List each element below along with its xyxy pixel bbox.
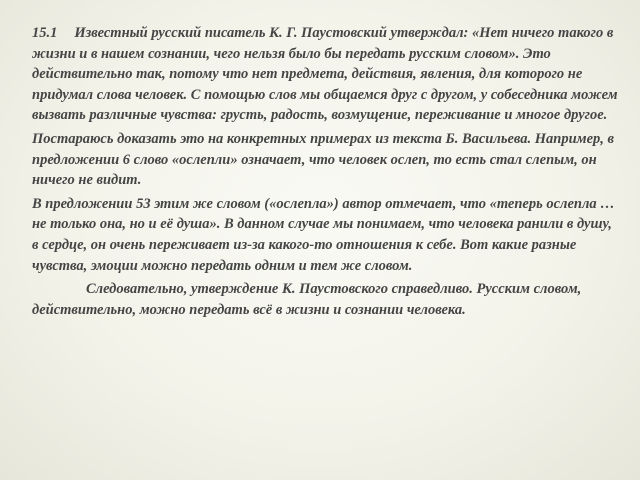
paragraph-1-text: Известный русский писатель К. Г. Паустовский утверждал: «Нет ничего такого в жизни и в нашем сознании, чего нельзя было бы передать русским словом». Это действительно так, потому что нет предмета, действия, явления, для которого не придумал слова человек. С помощью слов мы общаемся друг с другом, у собеседника можем вызвать различные чувства: грусть, радость, возмущение, переживание и многое другое.: [32, 25, 618, 124]
task-number: 15.1: [32, 25, 58, 41]
paragraph-4: Следовательно, утверждение К. Паустовского справедливо. Русским словом, действительно, можно передать всё в жизни и сознании человека.: [32, 281, 582, 318]
paragraph-2: Постараюсь доказать это на конкретных примерах из текста Б. Васильева. Например, в предложении 6 слово «ослепли» означает, что человек ослеп, то есть стал слепым, он ничего не видит.: [32, 130, 615, 189]
paragraph-3: В предложении 53 этим же словом («ослепла») автор отмечает, что «теперь ослепла … не только она, но и её душа». В данном случае мы понимаем, что человека ранили в душу, в сердце, он очень переживает из-за какого-то отношения к себе. Вот какие разные чувства, эмоции можно передать одним и тем же словом.: [32, 195, 615, 274]
paragraph-1: [32, 23, 618, 126]
